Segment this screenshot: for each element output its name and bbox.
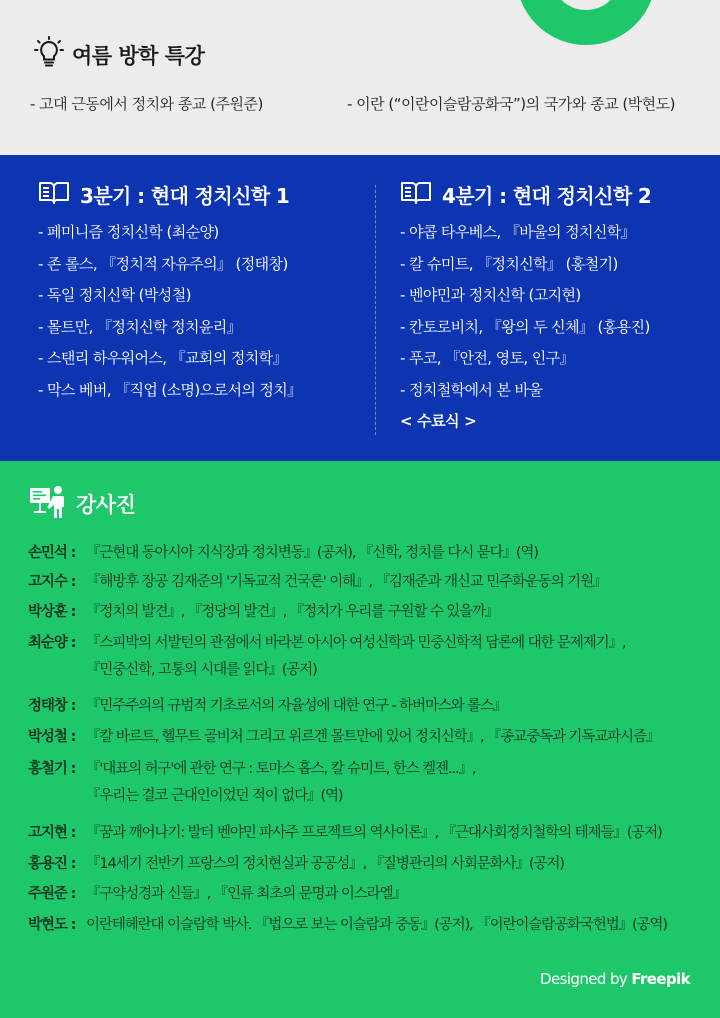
quarter3-title: 3분기 : 현대 정치신학 1 xyxy=(80,183,290,208)
list-item: - 몰트만, 『정치신학 정치윤리』 xyxy=(38,317,242,336)
quarter4-title: 4분기 : 현대 정치신학 2 xyxy=(442,183,652,208)
lecturer-icon xyxy=(28,485,68,523)
lecturer-works: 『꿈과 깨어나기: 발터 벤야민 파사주 프로젝트의 역사이론』, 『근대사회정치철학의 테제들』(공저) xyxy=(86,825,662,841)
credit-prefix: Designed by xyxy=(540,970,632,988)
lecturer-row xyxy=(28,541,538,562)
lecturer-row xyxy=(28,852,564,873)
lecturer-row xyxy=(28,694,506,715)
lecturer-works: 『스피박의 서발턴의 관점에서 바라본 아시아 여성신학과 민중신학적 담론에 대한 문제제기』, xyxy=(86,635,626,651)
lecturers-section xyxy=(0,461,720,1018)
list-item: - 페미니즘 정치신학 (최순양) xyxy=(38,223,219,241)
lecturer-works: 이란테헤란대 이슬람학 박사. 『법으로 보는 이슬람과 중동』(공저), 『이란이슬람공화국헌법』(공역) xyxy=(86,917,667,933)
lecturer-row xyxy=(28,821,662,842)
lecturer-row xyxy=(28,570,606,591)
list-item: - 벤야민과 정치신학 (고지현) xyxy=(400,286,581,304)
list-item: - 푸코, 『안전, 영토, 인구』 xyxy=(400,349,574,367)
lecturer-row xyxy=(28,725,659,746)
list-item: - 야콥 타우베스, 『바울의 정치신학』 xyxy=(400,223,636,241)
lecturers-header xyxy=(28,485,135,523)
lecturers-title: 강사진 xyxy=(76,493,136,517)
summer-title: 여름 방학 특강 xyxy=(72,44,205,68)
list-item: - 스탠리 하우워어스, 『교회의 정치학』 xyxy=(38,349,287,367)
lecturer-works: 『구약성경과 신들』, 『인류 최초의 문명과 이스라엘』 xyxy=(86,886,406,902)
summer-item: - 고대 근동에서 정치와 종교 (주원준) xyxy=(30,95,263,113)
list-item: - 존 롤스, 『정치적 자유주의』 (정태창) xyxy=(38,254,288,273)
summer-item: - 이란 (“이란이슬람공화국”)의 국가와 종교 (박현도) xyxy=(347,95,676,113)
lecturer-works: 『칼 바르트, 헬무트 골비처 그리고 위르겐 몰트만에 있어 정치신학』, 『종교중독과 기독교파시즘』 xyxy=(86,729,660,745)
lecturer-name: 주원준 : xyxy=(28,886,76,902)
closing-ceremony: < 수료식 > xyxy=(400,412,477,430)
lecturer-works: 『해방후 장공 김재준의 '기독교적 건국론' 이해』, 『김재준과 개신교 민주화운동의 기원』 xyxy=(86,574,607,590)
open-book-icon xyxy=(400,179,432,209)
lecturer-row xyxy=(28,913,667,934)
credit-brand: Freepik xyxy=(631,970,690,988)
lecturer-name: 고지현 : xyxy=(28,825,76,841)
summer-section xyxy=(0,0,720,155)
lightbulb-icon xyxy=(34,36,64,74)
lecturer-works: 『'대표의 허구'에 관한 연구 : 토마스 홉스, 칼 슈미트, 한스 켈젠...』, xyxy=(86,761,476,777)
lecturer-name: 박상훈 : xyxy=(28,604,76,620)
lecturer-row xyxy=(28,631,625,652)
summer-header xyxy=(34,36,204,74)
lecturer-name: 정태창 : xyxy=(28,698,76,714)
quarter3-list xyxy=(38,217,302,406)
list-item: - 칸토로비치, 『왕의 두 신체』 (홍용진) xyxy=(400,317,650,336)
column-divider xyxy=(375,185,376,435)
open-book-icon xyxy=(38,179,70,209)
lecturer-row xyxy=(28,600,498,621)
lecturer-name: 홍철기 : xyxy=(28,761,76,777)
lecturer-works: 『정치의 발견』, 『정당의 발견』, 『정치가 우리를 구원할 수 있을까』 xyxy=(86,604,499,620)
quarter4-column xyxy=(400,179,651,437)
list-item: - 독일 정치신학 (박성철) xyxy=(38,286,191,304)
designer-credit xyxy=(540,970,690,988)
lecturer-works: 『14세기 전반기 프랑스의 정치현실과 공공성』, 『질병관리의 사회문화사』(공저) xyxy=(86,856,564,872)
lecturer-name: 최순양 : xyxy=(28,635,76,651)
lecturer-row xyxy=(28,757,475,778)
lecturer-works-continued: 『우리는 결코 근대인이었던 적이 없다』(역) xyxy=(86,788,343,804)
lecturer-name: 박성철 : xyxy=(28,729,76,745)
quarter4-list xyxy=(400,217,651,406)
lecturer-works-continued: 『민중신학, 고통의 시대를 읽다』(공저) xyxy=(86,662,317,678)
decorative-ring xyxy=(516,0,656,45)
lecturer-name: 홍용진 : xyxy=(28,856,76,872)
quarters-section xyxy=(0,155,720,461)
lecturer-name: 손민석 : xyxy=(28,545,76,561)
list-item: - 정치철학에서 본 바울 xyxy=(400,380,543,399)
lecturer-row xyxy=(28,882,406,903)
list-item: - 막스 베버, 『직업 (소명)으로서의 정치』 xyxy=(38,380,302,399)
quarter3-column xyxy=(38,179,302,406)
list-item: - 칼 슈미트, 『정치신학』 (홍철기) xyxy=(400,254,618,273)
lecturer-name: 고지수 : xyxy=(28,574,76,590)
lecturer-works: 『근현대 동아시아 지식장과 정치변동』(공저), 『신학, 정치를 다시 묻다』(역) xyxy=(86,545,538,561)
lecturer-works: 『민주주의의 규범적 기초로서의 자율성에 대한 연구 - 하버마스와 롤스』 xyxy=(86,698,507,714)
lecturer-name: 박현도 : xyxy=(28,917,76,933)
